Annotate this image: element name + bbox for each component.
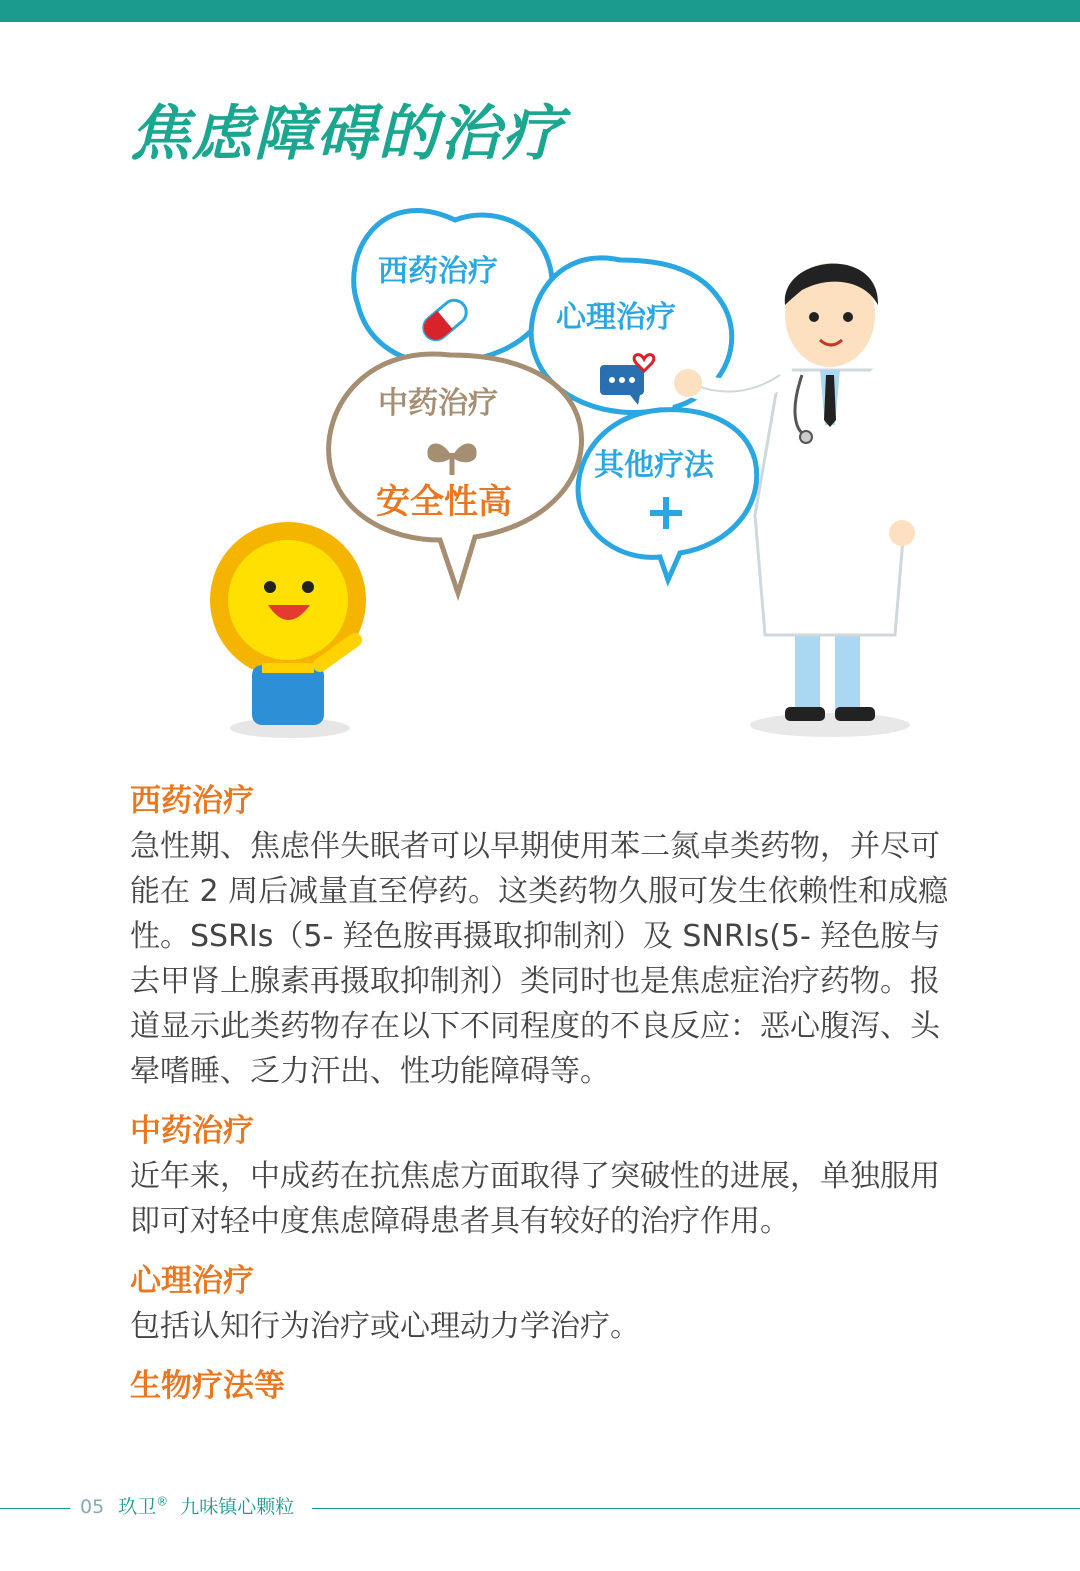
bubble-tcm — [329, 354, 582, 593]
bubble-tcm-note: 安全性高 — [376, 482, 512, 522]
page-title: 焦虑障碍的治疗 — [130, 99, 564, 169]
section-body: 急性期、焦虑伴失眠者可以早期使用苯二氮卓类药物，并尽可能在 2 周后减量直至停药。这类药物久服可发生依赖性和成瘾性。SSRIs（5- 羟色胺再摄取抑制剂）及 SNRIs(5- 羟色胺与去甲肾上腺素再摄取抑制剂）类同时也是焦虑症治疗药物。报道显示此类药物存在以下不同程度的不良反应：恶心腹泻、头晕嗜睡、乏力汗出、性功能障碍等。 — [130, 829, 949, 1089]
product-name: 九味镇心颗粒 — [180, 1496, 295, 1518]
bubble-other-label: 其他疗法 — [594, 448, 714, 483]
section-psychological — [130, 1258, 960, 1349]
bubble-western-label: 西药治疗 — [378, 254, 498, 289]
section-heading: 生物疗法等 — [130, 1368, 285, 1404]
section-body: 近年来，中成药在抗焦虑方面取得了突破性的进展，单独服用即可对轻中度焦虑障碍患者具有较好的治疗作用。 — [130, 1159, 940, 1239]
section-tcm — [130, 1108, 960, 1244]
bubble-psych-label: 心理治疗 — [556, 300, 676, 335]
footer-divider-right — [312, 1508, 1080, 1509]
bubble-tcm-label: 中药治疗 — [378, 386, 498, 421]
top-accent-bar — [0, 0, 1080, 22]
bubble-other — [578, 410, 757, 580]
brand-name: 玖卫 — [118, 1496, 157, 1518]
section-heading: 心理治疗 — [130, 1263, 254, 1299]
footer-divider-left — [0, 1508, 70, 1509]
page-footer — [0, 1490, 1080, 1526]
section-body: 包括认知行为治疗或心理动力学治疗。 — [130, 1309, 640, 1344]
sun-mascot — [210, 522, 366, 738]
section-biological — [130, 1363, 960, 1409]
section-heading: 中药治疗 — [130, 1113, 254, 1149]
footer-text — [80, 1492, 294, 1519]
section-heading: 西药治疗 — [130, 783, 254, 819]
registered-mark: ® — [156, 1494, 169, 1509]
section-western-medicine — [130, 778, 960, 1094]
page-number: 05 — [80, 1496, 105, 1518]
treatment-illustration — [190, 195, 950, 755]
